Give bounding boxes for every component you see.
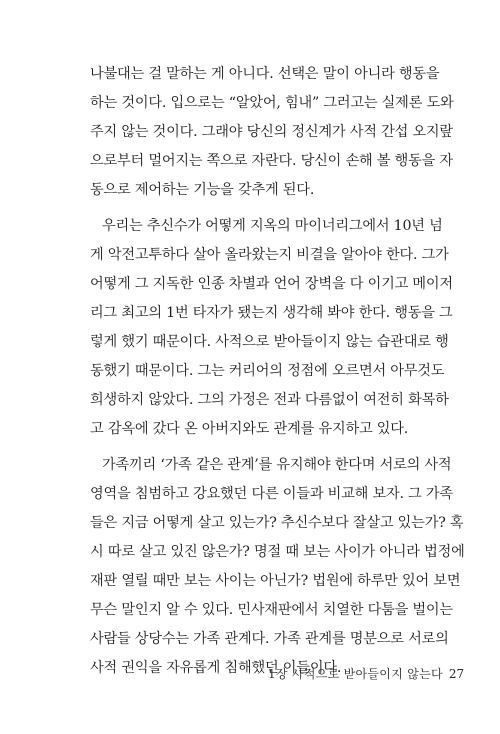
text-line: 고 감옥에 갔다 온 아버지와도 관계를 유지하고 있다. <box>90 421 409 437</box>
text-line: 렇게 했기 때문이다. 사적으로 받아들이지 않는 습관대로 행 <box>90 334 449 350</box>
text-line: 시 따로 살고 있진 않은가? 명절 때 보는 사이가 아니라 법정에 <box>90 544 465 560</box>
text-line: 으로부터 멀어지는 쪽으로 자란다. 당신이 손해 볼 행동을 자 <box>90 153 453 169</box>
text-line: 주지 않는 것이다. 그래야 당신의 정신계가 사적 간섭 오지랖 <box>90 124 453 140</box>
page-footer <box>268 664 465 684</box>
text-line: 영역을 침범하고 강요했던 다른 이들과 비교해 보자. 그 가족 <box>90 486 453 502</box>
text-line: 우리는 추신수가 어떻게 지옥의 마이너리그에서 10년 넘 <box>102 218 443 234</box>
text-line: 무슨 말인지 알 수 있다. 민사재판에서 치열한 다툼을 벌이는 <box>90 602 453 618</box>
text-line: 희생하지 않았다. 그의 가정은 전과 다름없이 여전히 화목하 <box>90 392 449 408</box>
text-line: 들은 지금 어떻게 살고 있는가? 추신수보다 잘살고 있는가? 혹 <box>90 515 464 531</box>
text-line: 어떻게 그 지독한 인종 차별과 언어 장벽을 다 이기고 메이저 <box>90 276 453 292</box>
text-line: 사적 권익을 자유롭게 침해했던 이들이다. <box>90 660 342 676</box>
text-line: 동으로 제어하는 기능을 갖추게 된다. <box>90 182 315 198</box>
page-number: 27 <box>448 667 465 681</box>
text-line: 재판 열릴 때만 보는 사이는 아닌가? 법원에 하루만 있어 보면 <box>90 573 461 589</box>
text-line: 게 악전고투하다 살아 올라왔는지 비결을 알아야 한다. 그가 <box>90 247 449 263</box>
paragraph-1 <box>90 60 454 205</box>
text-line: 하는 것이다. 입으로는 “알았어, 힘내” 그러고는 실제론 도와 <box>90 95 454 111</box>
paragraph-spacer <box>90 205 431 212</box>
text-line: 사람들 상당수는 가족 관계다. 가족 관계를 명분으로 서로의 <box>90 631 449 647</box>
paragraph-2 <box>90 212 453 444</box>
text-line: 동했기 때문이다. 그는 커리어의 정점에 오르면서 아무것도 <box>90 363 445 379</box>
paragraph-spacer <box>90 444 431 451</box>
running-header-chapter-title: 1장 사적으로 받아들이지 않는다 <box>268 667 443 681</box>
text-line: 리그 최고의 1번 타자가 됐는지 생각해 봐야 한다. 행동을 그 <box>90 305 453 321</box>
text-line: 나불대는 걸 말하는 게 아니다. 선택은 말이 아니라 행동을 <box>90 66 440 82</box>
text-line: 가족끼리 ‘가족 같은 관계’를 유지해야 한다며 서로의 사적 <box>102 457 452 473</box>
